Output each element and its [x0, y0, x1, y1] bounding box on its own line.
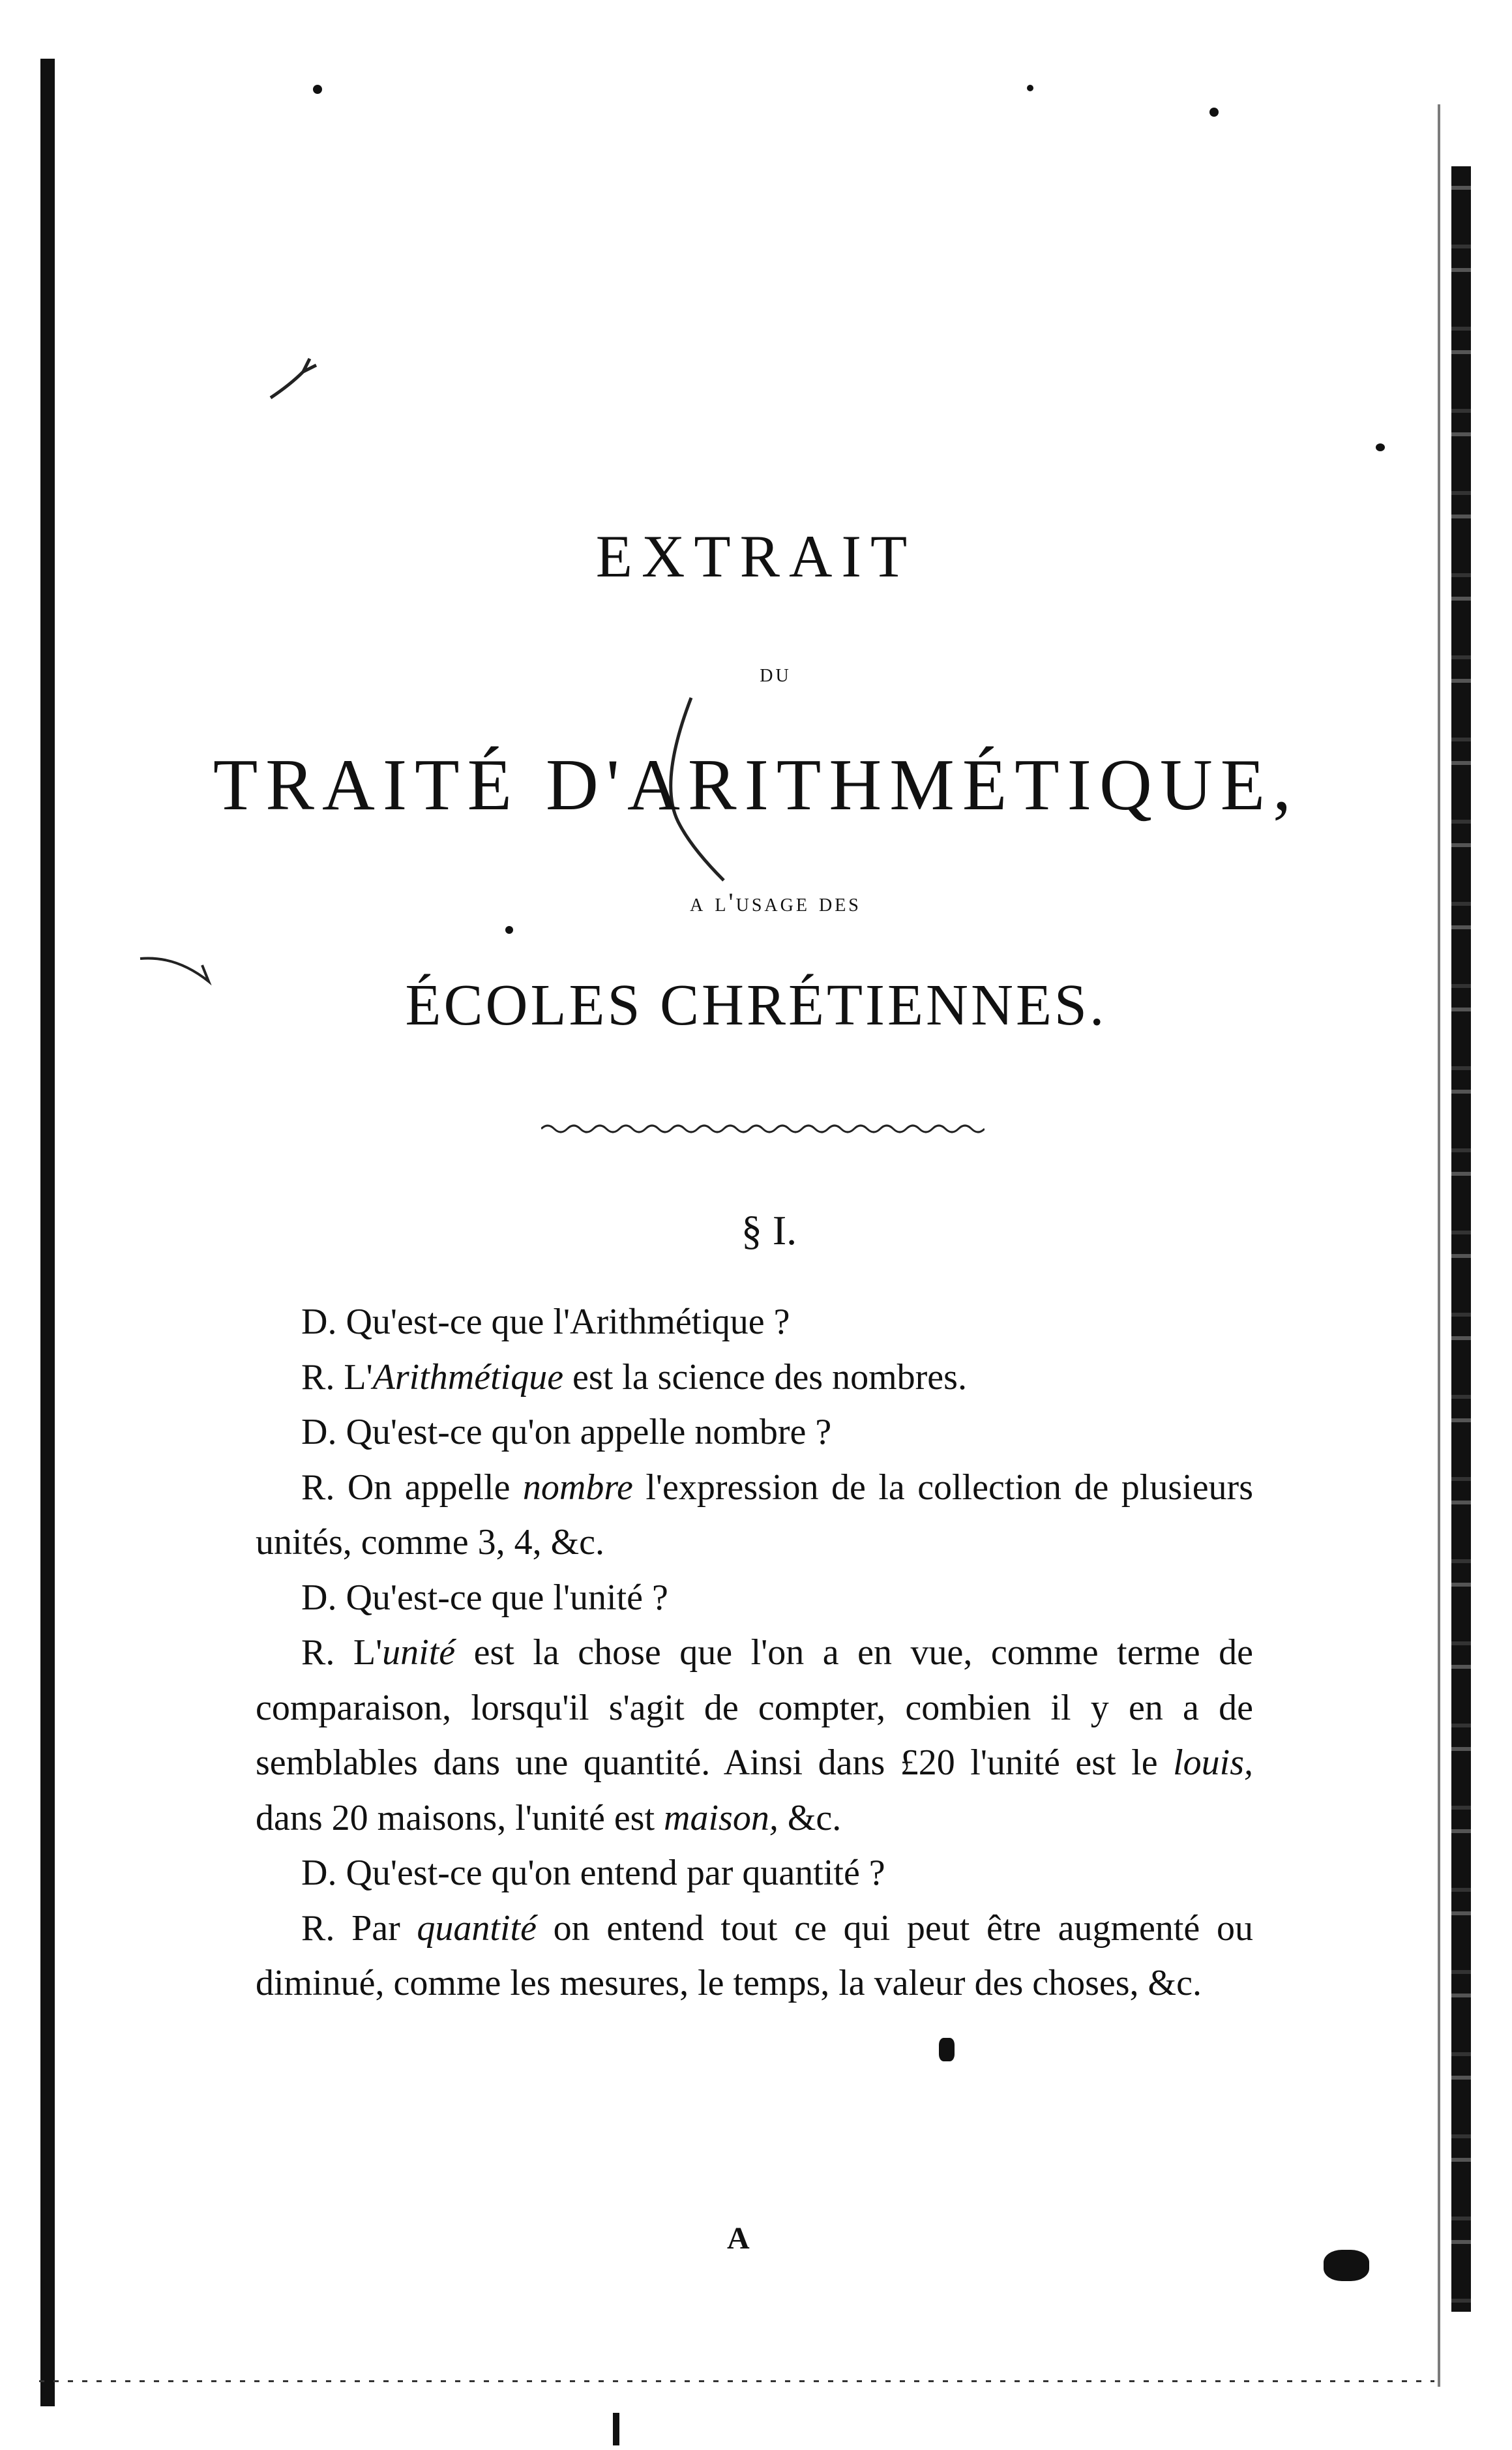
speaker-label: R. [301, 1907, 352, 1949]
scan-speck [1027, 85, 1033, 91]
title-traite: TRAITÉ D'ARITHMÉTIQUE, [213, 745, 1299, 826]
dialogue-text-run: &c. [778, 1797, 842, 1838]
title-usage: a l'usage des [690, 888, 861, 917]
emphasized-term: nombre [522, 1467, 633, 1508]
decorative-rule [541, 1119, 985, 1139]
dialogue-paragraph [256, 1901, 1253, 2011]
speaker-label: D. [301, 1412, 346, 1452]
dialogue-text-run: est la science des nombres. [563, 1356, 967, 1397]
page-edge-bottom [39, 2380, 1434, 2382]
dialogue-paragraph [256, 1625, 1253, 1845]
speaker-label: R. [301, 1632, 353, 1673]
dialogue-paragraph [256, 1350, 1253, 1405]
scan-artifact-bar [613, 2413, 619, 2445]
title-du: du [760, 658, 792, 687]
dialogue-paragraph [256, 1460, 1253, 1570]
signature-mark: A [727, 2221, 750, 2256]
dialogue-text-run: L' [344, 1356, 373, 1397]
emphasized-term: quantité [417, 1907, 537, 1949]
scan-speck [1209, 108, 1219, 117]
speaker-label: R. [301, 1356, 344, 1397]
dialogue-text-run: Par [351, 1907, 417, 1949]
dialogue-text-run: Qu'est-ce que l'Arithmétique ? [346, 1302, 790, 1342]
dialogue-text-run: On appelle [347, 1467, 523, 1508]
dialogue-text-run: dans 20 maisons, l'unité est [256, 1797, 664, 1838]
dialogue-text-run: on entend tout ce qui peut être augmenté ou diminué, comme les mesures, le temps, la valeur des choses, &c. [256, 1907, 1253, 2003]
title-extrait: EXTRAIT [595, 523, 917, 590]
scan-speck [1376, 443, 1385, 451]
ink-mark [939, 2038, 955, 2061]
dialogue-text [256, 1294, 1253, 2011]
dialogue-text-run: Qu'est-ce qu'on entend par quantité ? [346, 1853, 885, 1893]
scan-speck [313, 85, 322, 94]
dialogue-text-run: est la chose que l'on a en vue, comme terme de comparaison, lorsqu'il s'agit de compter, combien il y en a de semblables dans une quantité. Ainsi dans £20 l'unité est le [256, 1632, 1253, 1783]
dialogue-text-run: Qu'est-ce qu'on appelle nombre ? [346, 1412, 832, 1452]
speaker-label: R. [301, 1467, 348, 1508]
emphasized-term: Arithmétique [372, 1356, 564, 1397]
pen-mark-scribble [264, 346, 323, 404]
section-heading: § I. [741, 1207, 797, 1253]
speaker-label: D. [301, 1302, 346, 1342]
dialogue-paragraph [256, 1845, 1253, 1901]
dialogue-paragraph [256, 1570, 1253, 1626]
dialogue-text-run: l'expression de la collection de plusieurs unités, comme 3, 4, &c. [256, 1467, 1253, 1562]
emphasized-term: louis, [1173, 1742, 1253, 1783]
dialogue-paragraph [256, 1405, 1253, 1460]
dialogue-text-run: Qu'est-ce que l'unité ? [346, 1577, 668, 1618]
speaker-label: D. [301, 1853, 346, 1893]
emphasized-term: unité [382, 1632, 456, 1673]
dialogue-text-run: L' [353, 1632, 383, 1673]
ink-blot [1324, 2250, 1369, 2281]
title-ecoles: ÉCOLES CHRÉTIENNES. [405, 973, 1107, 1038]
dialogue-paragraph [256, 1294, 1253, 1350]
emphasized-term: maison, [664, 1797, 778, 1838]
speaker-label: D. [301, 1577, 346, 1618]
scan-speck [505, 926, 513, 934]
